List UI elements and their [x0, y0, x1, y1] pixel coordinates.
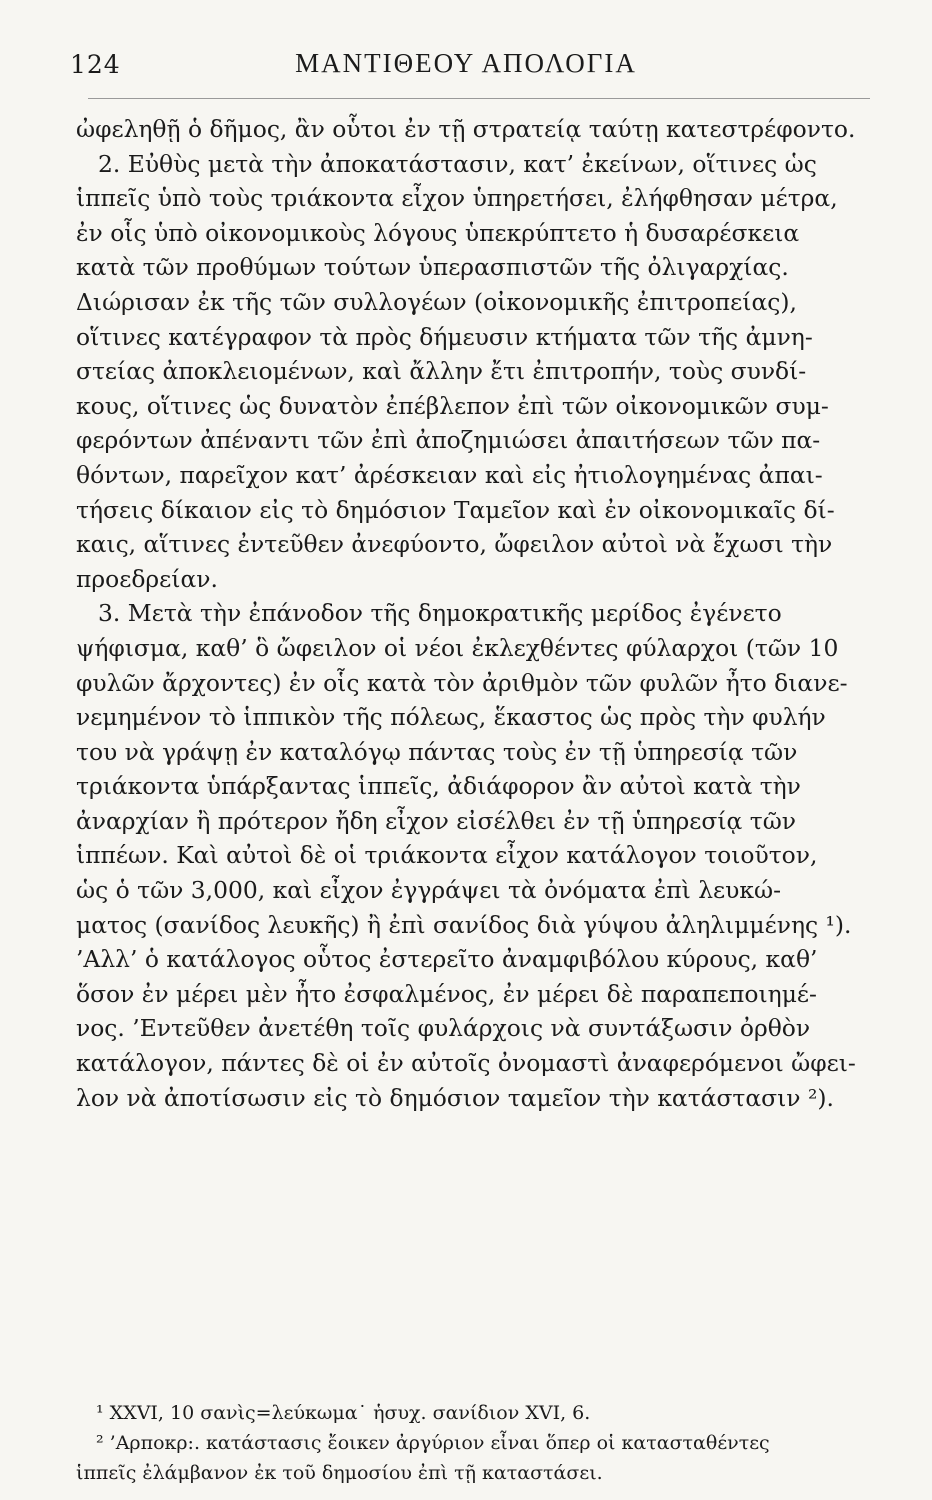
text-line: λον νὰ ἀποτίσωσιν εἰς τὸ δημόσιον ταμεῖον τὴν κατάστασιν ²). [76, 1083, 834, 1112]
text-line: Διώρισαν ἐκ τῆς τῶν συλλογέων (οἰκονομικῆς ἐπιτροπείας), [76, 287, 797, 316]
text-line: φερόντων ἀπέναντι τῶν ἐπὶ ἀποζημιώσει ἀπαιτήσεων τῶν πα- [76, 426, 821, 455]
text-line: καις, αἵτινες ἐντεῦθεν ἀνεφύοντο, ὤφειλον αὐτοὶ νὰ ἔχωσι τὴν [76, 530, 833, 559]
text-line: κους, οἵτινες ὡς δυνατὸν ἐπέβλεπον ἐπὶ τῶν οἰκονομικῶν συμ- [76, 391, 829, 420]
text-line: ὠφεληθῇ ὁ δῆμος, ἂν οὗτοι ἐν τῇ στρατείᾳ ταύτῃ κατεστρέφοντο. [76, 115, 856, 143]
footnote-2: ² ’Αρποκρ:. κατάστασις ἔοικεν ἀργύριον εἶναι ὅπερ οἱ κατασταθέντες [96, 1432, 770, 1454]
text-line: θόντων, παρεῖχον κατ’ ἀρέσκειαν καὶ εἰς ἠτιολογημένας ἀπαι- [76, 460, 823, 489]
text-line: ’Αλλ’ ὁ κατάλογος οὗτος ἐστερεῖτο ἀναμφιβόλου κύρους, καθ’ [76, 945, 818, 974]
text-line: φυλῶν ἄρχοντες) ἐν οἷς κατὰ τὸν ἀριθμὸν τῶν φυλῶν ἦτο διανε- [76, 668, 848, 697]
text-line: οἵτινες κατέγραφον τὰ πρὸς δήμευσιν κτήματα τῶν τῆς ἀμνη- [76, 322, 813, 351]
header-rule [88, 98, 870, 99]
text-line: ἀναρχίαν ἢ πρότερον ἤδη εἶχον εἰσέλθει ἐν τῇ ὑπηρεσίᾳ τῶν [76, 806, 796, 835]
main-text [76, 112, 876, 1115]
text-line: ἱππεῖς ὑπὸ τοὺς τριάκοντα εἶχον ὑπηρετήσει, ἐλήφθησαν μέτρα, [76, 184, 838, 213]
text-line: κατὰ τῶν προθύμων τούτων ὑπερασπιστῶν τῆς ὀλιγαρχίας. [76, 253, 789, 282]
text-line: ἐν οἷς ὑπὸ οἰκονομικοὺς λόγους ὑπεκρύπτετο ἡ δυσαρέσκεια [76, 218, 800, 247]
text-line: προεδρείαν. [76, 564, 218, 593]
text-line: ἱππέων. Καὶ αὐτοὶ δὲ οἱ τριάκοντα εἶχον κατάλογον τοιοῦτον, [76, 841, 818, 870]
text-line: ὡς ὁ τῶν 3,000, καὶ εἶχον ἐγγράψει τὰ ὀνόματα ἐπὶ λευκώ- [76, 876, 781, 905]
text-line: 3. Μετὰ τὴν ἐπάνοδον τῆς δημοκρατικῆς μερίδος ἐγένετο [98, 599, 782, 628]
text-line: του νὰ γράψῃ ἐν καταλόγῳ πάντας τοὺς ἐν τῇ ὑπηρεσίᾳ τῶν [76, 737, 798, 766]
text-line: νος. ’Εντεῦθεν ἀνετέθη τοῖς φυλάρχοις νὰ συντάξωσιν ὀρθὸν [76, 1014, 811, 1043]
text-line: ὅσον ἐν μέρει μὲν ἦτο ἐσφαλμένος, ἐν μέρει δὲ παραπεποιημέ- [76, 979, 817, 1008]
footnote-2-continued: ἱππεῖς ἐλάμβανον ἐκ τοῦ δημοσίου ἐπὶ τῇ καταστάσει. [76, 1462, 603, 1484]
text-line: νεμημένον τὸ ἱππικὸν τῆς πόλεως, ἕκαστος ὡς πρὸς τὴν φυλήν [76, 703, 826, 732]
text-line: κατάλογον, πάντες δὲ οἱ ἐν αὐτοῖς ὀνομαστὶ ἀναφερόμενοι ὤφει- [76, 1049, 856, 1078]
footnotes [76, 1398, 876, 1488]
text-line: ματος (σανίδος λευκῆς) ἢ ἐπὶ σανίδος διὰ γύψου ἀληλιμμένης ¹). [76, 910, 852, 939]
text-line: 2. Εὐθὺς μετὰ τὴν ἀποκατάστασιν, κατ’ ἐκείνων, οἵτινες ὡς [98, 149, 817, 178]
text-line: ψήφισμα, καθ’ ὃ ὤφειλον οἱ νέοι ἐκλεχθέντες φύλαρχοι (τῶν 10 [76, 633, 839, 662]
footnote-1: ¹ XXVI, 10 σανὶς=λεύκωμα˙ ἡσυχ. σανίδιον XVI, 6. [96, 1402, 591, 1424]
running-title: ΜΑΝΤΙΘΕΟΥ ΑΠΟΛΟΓΙΑ [295, 48, 637, 78]
text-line: τριάκοντα ὑπάρξαντας ἱππεῖς, ἀδιάφορον ἂν αὐτοὶ κατὰ τὴν [76, 772, 801, 801]
text-line: τήσεις δίκαιον εἰς τὸ δημόσιον Ταμεῖον καὶ ἐν οἰκονομικαῖς δί- [76, 495, 835, 524]
text-line: στείας ἀποκλειομένων, καὶ ἄλλην ἔτι ἐπιτροπήν, τοὺς συνδί- [76, 357, 807, 386]
page-number: 124 [70, 50, 121, 79]
